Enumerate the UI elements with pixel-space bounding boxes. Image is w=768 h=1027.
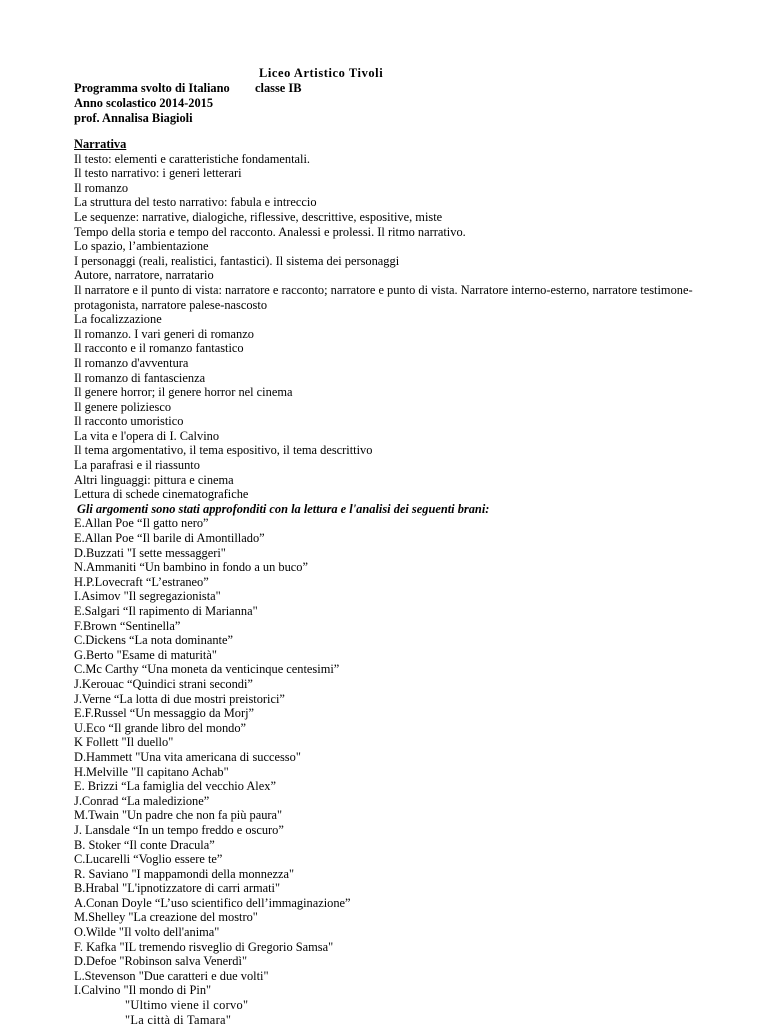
list-item: Autore, narratore, narratario xyxy=(74,268,214,283)
list-item: O.Wilde "Il volto dell'anima" xyxy=(74,925,220,940)
list-item: Il genere poliziesco xyxy=(74,399,172,414)
list-item: Le sequenze: narrative, dialogiche, riflessive, descrittive, espositive, miste xyxy=(74,209,443,224)
list-item: Il racconto e il romanzo fantastico xyxy=(74,341,244,356)
list-item: La parafrasi e il riassunto xyxy=(74,458,200,473)
list-item: J. Lansdale “In un tempo freddo e oscuro” xyxy=(74,822,284,837)
list-item: Il racconto umoristico xyxy=(74,414,184,429)
list-item: Il romanzo di fantascienza xyxy=(74,370,206,385)
list-item: La vita e l'opera di I. Calvino xyxy=(74,428,220,443)
list-item: J.Kerouac “Quindici strani secondi” xyxy=(74,676,253,691)
list-item: K Follett "Il duello" xyxy=(74,735,174,750)
list-item: N.Ammaniti “Un bambino in fondo a un buco” xyxy=(74,560,309,575)
list-item: D.Buzzati "I sette messaggeri" xyxy=(74,545,226,560)
list-item: J.Verne “La lotta di due mostri preistorici” xyxy=(74,691,285,706)
list-item: L.Stevenson "Due caratteri e due volti" xyxy=(74,968,269,983)
list-item: D.Defoe "Robinson salva Venerdì" xyxy=(74,954,247,969)
list-item: C.Mc Carthy “Una moneta da venticinque centesimi” xyxy=(74,662,340,677)
list-item: "La città di Tamara" xyxy=(125,1012,232,1027)
calvino-extra-list xyxy=(74,998,754,1027)
list-item: Il romanzo d'avventura xyxy=(74,355,189,370)
list-item: D.Hammett "Una vita americana di successo" xyxy=(74,749,301,764)
readings-list xyxy=(74,516,754,998)
list-item: I.Asimov "Il segregazionista" xyxy=(74,589,221,604)
list-item: E.F.Russel “Un messaggio da Morj” xyxy=(74,706,255,721)
list-item: H.P.Lovecraft “L’estraneo” xyxy=(74,574,209,589)
list-item: M.Shelley "La creazione del mostro" xyxy=(74,910,258,925)
list-item: Il testo narrativo: i generi letterari xyxy=(74,166,242,181)
list-item: Il romanzo. I vari generi di romanzo xyxy=(74,326,254,341)
list-item: Tempo della storia e tempo del racconto. Analessi e prolessi. Il ritmo narrativo. xyxy=(74,224,466,239)
program-title: Programma svolto di Italiano xyxy=(74,81,230,95)
school-year: Anno scolastico 2014-2015 xyxy=(74,96,214,110)
list-item: La focalizzazione xyxy=(74,312,162,327)
document-header xyxy=(74,66,754,136)
list-item: Il testo: elementi e caratteristiche fondamentali. xyxy=(74,151,311,166)
list-item: B. Stoker “Il conte Dracula” xyxy=(74,837,215,852)
readings-intro: Gli argomenti sono stati approfonditi con la lettura e l'analisi dei seguenti brani: xyxy=(77,501,490,516)
list-item: Il narratore e il punto di vista: narratore e racconto; narratore e punto di vista. Narratore interno-esterno, narratore testimone-protagonista, narratore palese-nascosto xyxy=(74,282,693,312)
list-item: B.Hrabal "L'ipnotizzatore di carri armati" xyxy=(74,881,281,896)
list-item: H.Melville "Il capitano Achab" xyxy=(74,764,229,779)
list-item: I personaggi (reali, realistici, fantastici). Il sistema dei personaggi xyxy=(74,253,400,268)
list-item: F.Brown “Sentinella” xyxy=(74,618,181,633)
list-item: La struttura del testo narrativo: fabula e intreccio xyxy=(74,195,317,210)
list-item: Lo spazio, l’ambientazione xyxy=(74,239,209,254)
list-item: E.Allan Poe “Il gatto nero” xyxy=(74,516,209,531)
list-item: C.Dickens “La nota dominante” xyxy=(74,633,233,648)
list-item: E. Brizzi “La famiglia del vecchio Alex” xyxy=(74,779,276,794)
list-item: Il romanzo xyxy=(74,180,129,195)
class-label: classe IB xyxy=(255,81,302,95)
list-item: E.Salgari “Il rapimento di Marianna" xyxy=(74,604,258,618)
list-item: Lettura di schede cinematografiche xyxy=(74,487,249,502)
list-item: R. Saviano "I mappamondi della monnezza" xyxy=(74,866,295,881)
list-item: A.Conan Doyle “L’uso scientifico dell’immaginazione” xyxy=(74,895,351,910)
school-name: Liceo Artistico Tivoli xyxy=(259,66,384,80)
list-item: I.Calvino "Il mondo di Pin" xyxy=(74,983,212,998)
list-item: M.Twain "Un padre che non fa più paura" xyxy=(74,808,283,823)
topics-list xyxy=(74,152,754,502)
list-item: Il genere horror; il genere horror nel cinema xyxy=(74,385,293,400)
list-item: "Ultimo viene il corvo" xyxy=(125,998,249,1013)
list-item: Il tema argomentativo, il tema espositivo, il tema descrittivo xyxy=(74,443,373,458)
list-item: G.Berto "Esame di maturità" xyxy=(74,647,217,662)
list-item: U.Eco “Il grande libro del mondo” xyxy=(74,720,247,735)
document-page xyxy=(74,66,754,1027)
list-item: C.Lucarelli “Voglio essere te” xyxy=(74,852,223,867)
list-item: Altri linguaggi: pittura e cinema xyxy=(74,472,234,487)
list-item: F. Kafka "IL tremendo risveglio di Gregorio Samsa" xyxy=(74,939,334,954)
list-item: J.Conrad “La maledizione” xyxy=(74,793,210,808)
teacher-name: prof. Annalisa Biagioli xyxy=(74,111,193,125)
section-title: Narrativa xyxy=(74,137,127,151)
list-item: E.Allan Poe “Il barile di Amontillado” xyxy=(74,531,265,546)
